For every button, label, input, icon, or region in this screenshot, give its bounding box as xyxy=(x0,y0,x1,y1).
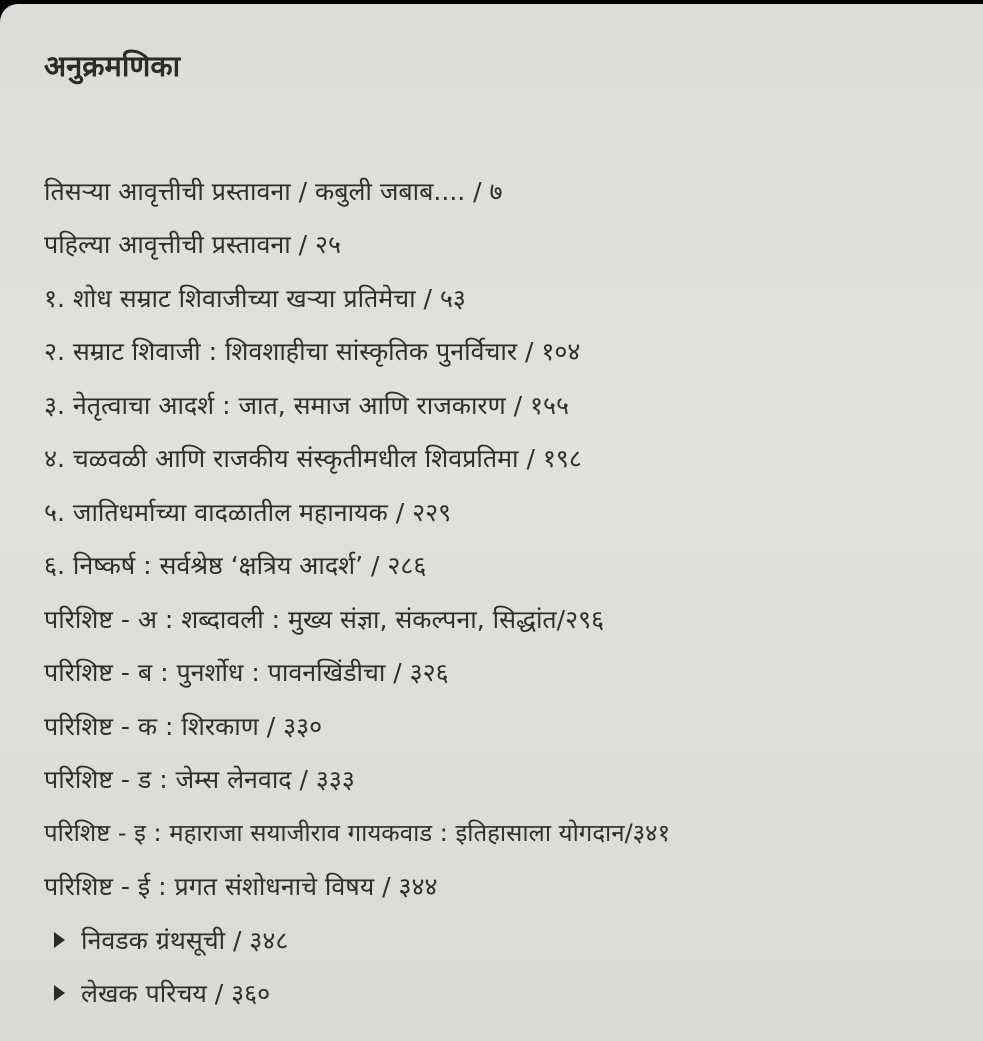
arrow-icon xyxy=(54,985,65,1001)
toc-entry-text: पहिल्या आवृत्तीची प्रस्तावना / २५ xyxy=(44,230,342,260)
toc-entry xyxy=(44,432,964,486)
toc-entry xyxy=(44,271,964,325)
toc-entry xyxy=(44,699,964,753)
toc-entry-text: ३. नेतृत्वाचा आदर्श : जात, समाज आणि राजकारण / १५५ xyxy=(44,390,570,420)
toc-entry-text: लेखक परिचय / ३६० xyxy=(81,979,271,1009)
toc-entry-text: १. शोध सम्राट शिवाजीच्या खऱ्या प्रतिमेचा / ५३ xyxy=(44,283,466,313)
toc-entry-text: परिशिष्ट - अ : शब्दावली : मुख्य संज्ञा, संकल्पना, सिद्धांत/२९६ xyxy=(44,604,605,634)
toc-entry-text: तिसऱ्या आवृत्तीची प्रस्तावना / कबुली जबाब.... / ७ xyxy=(44,176,503,206)
toc-entry-text: निवडक ग्रंथसूची / ३४८ xyxy=(81,925,289,955)
contents-heading: अनुक्रमणिका xyxy=(44,49,181,83)
toc-entry-text: २. सम्राट शिवाजी : शिवशाहीचा सांस्कृतिक पुनर्विचार / १०४ xyxy=(44,337,581,367)
toc-entry xyxy=(44,806,964,860)
table-of-contents xyxy=(44,164,964,1020)
toc-entry-text: ४. चळवळी आणि राजकीय संस्कृतीमधील शिवप्रतिमा / १९८ xyxy=(44,444,582,474)
toc-entry-text: परिशिष्ट - ड : जेम्स लेनवाद / ३३३ xyxy=(44,765,355,795)
toc-entry xyxy=(44,913,964,967)
toc-entry xyxy=(44,164,964,218)
toc-entry-text: परिशिष्ट - क : शिरकाण / ३३० xyxy=(44,711,323,741)
toc-entry-text: ६. निष्कर्ष : सर्वश्रेष्ठ ‘क्षत्रिय आदर्श’ / २८६ xyxy=(44,551,427,581)
toc-entry-text: परिशिष्ट - ब : पुनर्शोध : पावनखिंडीचा / ३२६ xyxy=(44,658,449,688)
toc-entry xyxy=(44,967,964,1021)
toc-entry xyxy=(44,753,964,807)
toc-entry xyxy=(44,860,964,914)
toc-entry xyxy=(44,592,964,646)
toc-entry xyxy=(44,325,964,379)
toc-entry-text: ५. जातिधर्माच्या वादळातील महानायक / २२९ xyxy=(44,497,452,527)
toc-entry xyxy=(44,485,964,539)
toc-entry-text: परिशिष्ट - इ : महाराजा सयाजीराव गायकवाड : इतिहासाला योगदान/३४१ xyxy=(44,819,671,848)
toc-entry xyxy=(44,218,964,272)
toc-entry xyxy=(44,378,964,432)
toc-entry-text: परिशिष्ट - ई : प्रगत संशोधनाचे विषय / ३४४ xyxy=(44,872,438,902)
toc-entry xyxy=(44,539,964,593)
toc-entry xyxy=(44,646,964,700)
arrow-icon xyxy=(54,932,65,948)
book-page xyxy=(0,4,983,1041)
